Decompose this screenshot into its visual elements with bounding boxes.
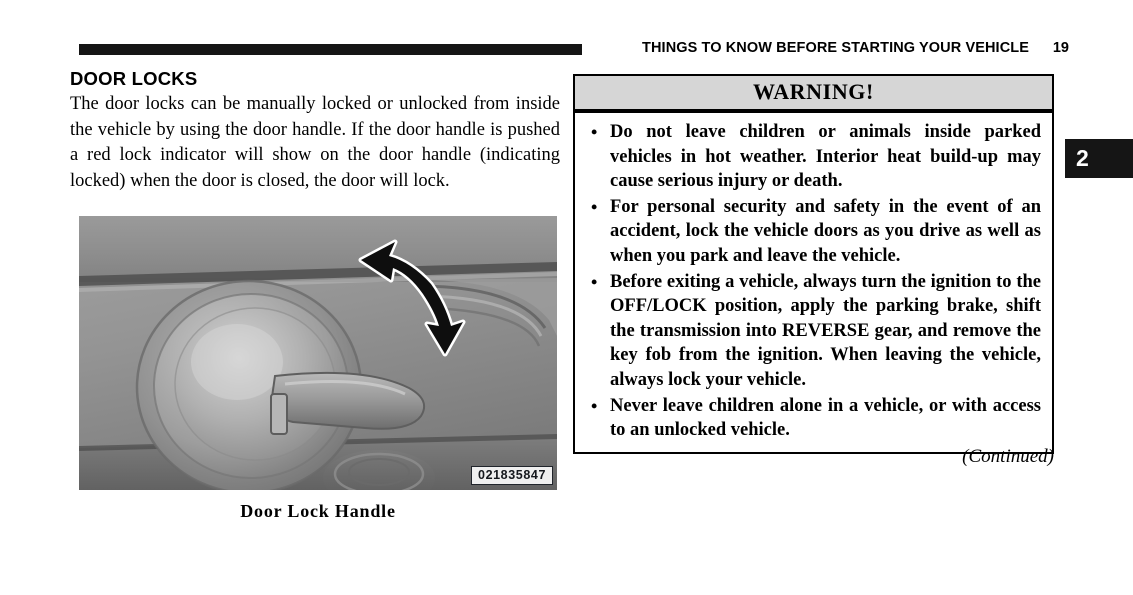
header-rule bbox=[79, 44, 582, 55]
left-column bbox=[70, 68, 560, 194]
header-title: THINGS TO KNOW BEFORE STARTING YOUR VEHICLE bbox=[642, 40, 1029, 56]
warning-bullet: • For personal security and safety in the event of an accident, lock the vehicle doors as you drive as well as when you park and leave the vehicle. bbox=[584, 195, 1041, 269]
warning-box bbox=[573, 74, 1054, 454]
warning-bullet: • Do not leave children or animals inside parked vehicles in hot weather. Interior heat build-up may cause serious injury or death. bbox=[584, 120, 1041, 194]
warning-bullet-list bbox=[575, 113, 1052, 452]
page-number: 19 bbox=[1052, 40, 1069, 56]
figure bbox=[79, 216, 557, 521]
warning-bullet: • Never leave children alone in a vehicle, or with access to an unlocked vehicle. bbox=[584, 394, 1041, 443]
continued-note: (Continued) bbox=[962, 446, 1054, 467]
page-header bbox=[79, 40, 1069, 60]
figure-caption: Door Lock Handle bbox=[240, 501, 396, 521]
photo-id-badge: 021835847 bbox=[471, 466, 553, 485]
warning-banner: WARNING! bbox=[575, 76, 1052, 113]
door-lock-handle-photo bbox=[79, 216, 557, 490]
warning-bullet: • Before exiting a vehicle, always turn the ignition to the OFF/LOCK position, apply the parking brake, shift the transmission into REVERSE gear, and remove the key fob from the ignition. When leaving the vehicle, always lock your vehicle. bbox=[584, 270, 1041, 393]
section-body-text: The door locks can be manually locked or unlocked from inside the vehicle by using the door handle. If the door handle is pushed a red lock indicator will show on the door handle (indicating locked) when the door is closed, the door will lock. bbox=[70, 94, 560, 191]
chapter-tab: 2 bbox=[1065, 139, 1133, 178]
section-heading: DOOR LOCKS bbox=[70, 68, 198, 89]
